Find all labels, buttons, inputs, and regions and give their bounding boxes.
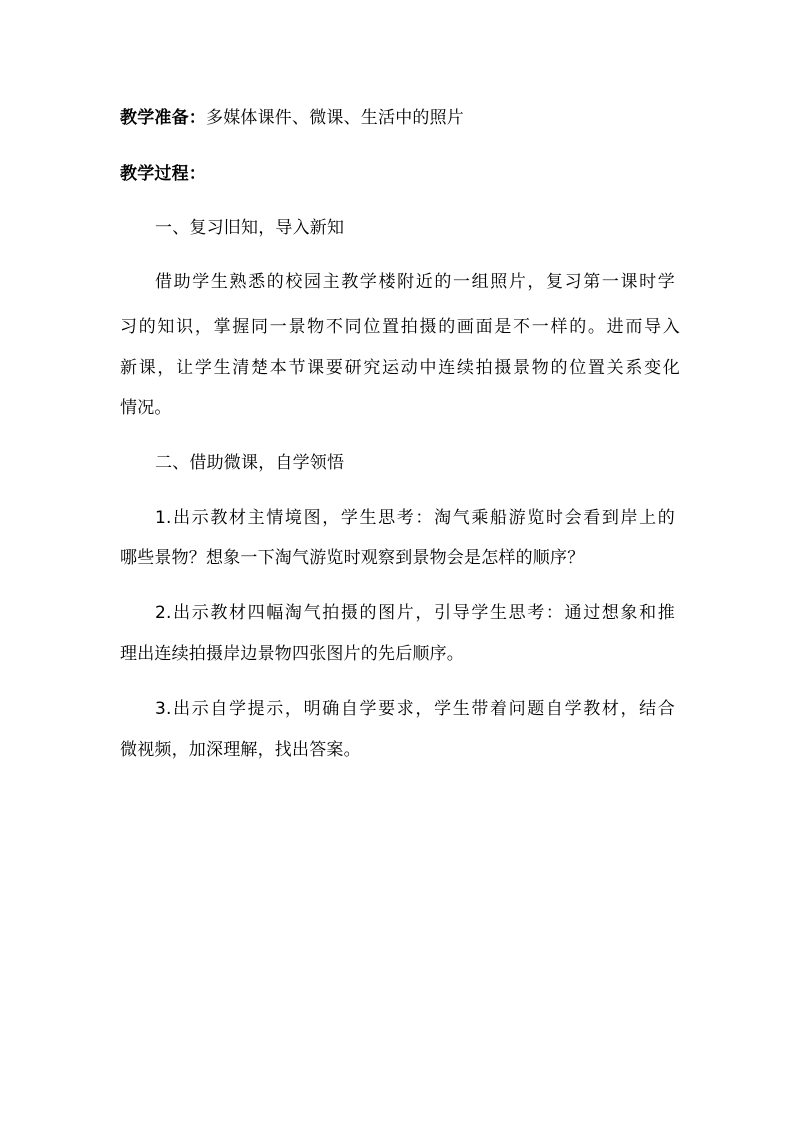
teaching-prep-label: 教学准备：	[120, 108, 206, 128]
item3-line-2: 微视频，加深理解，找出答案。	[120, 740, 361, 760]
section1-para-line-2: 习的知识，掌握同一景物不同位置拍摄的画面是不一样的。进而导入	[120, 317, 680, 337]
section1-para-line-3: 新课，让学生清楚本节课要研究运动中连续拍摄景物的位置关系变化	[120, 358, 680, 378]
section1-para-line-4: 情况。	[120, 398, 172, 418]
item2-line-2: 理出连续拍摄岸边景物四张图片的先后顺序。	[120, 644, 464, 664]
section2-heading: 二、借助微课，自学领悟	[155, 453, 345, 473]
teaching-prep-text: 多媒体课件、微课、生活中的照片	[206, 108, 464, 128]
item2-line-1: 2.出示教材四幅淘气拍摄的图片，引导学生思考：通过想象和推	[155, 603, 675, 623]
section1-para-line-1: 借助学生熟悉的校园主教学楼附近的一组照片，复习第一课时学	[155, 272, 675, 292]
item1-line-1: 1.出示教材主情境图，学生思考：淘气乘船游览时会看到岸上的	[155, 508, 675, 528]
item3-line-1: 3.出示自学提示，明确自学要求，学生带着问题自学教材，结合	[155, 699, 675, 719]
section1-heading: 一、复习旧知，导入新知	[155, 218, 345, 238]
teaching-process-label: 教学过程：	[120, 164, 206, 184]
item1-line-2: 哪些景物？想象一下淘气游览时观察到景物会是怎样的顺序？	[120, 548, 585, 568]
teaching-prep-line	[120, 108, 680, 128]
